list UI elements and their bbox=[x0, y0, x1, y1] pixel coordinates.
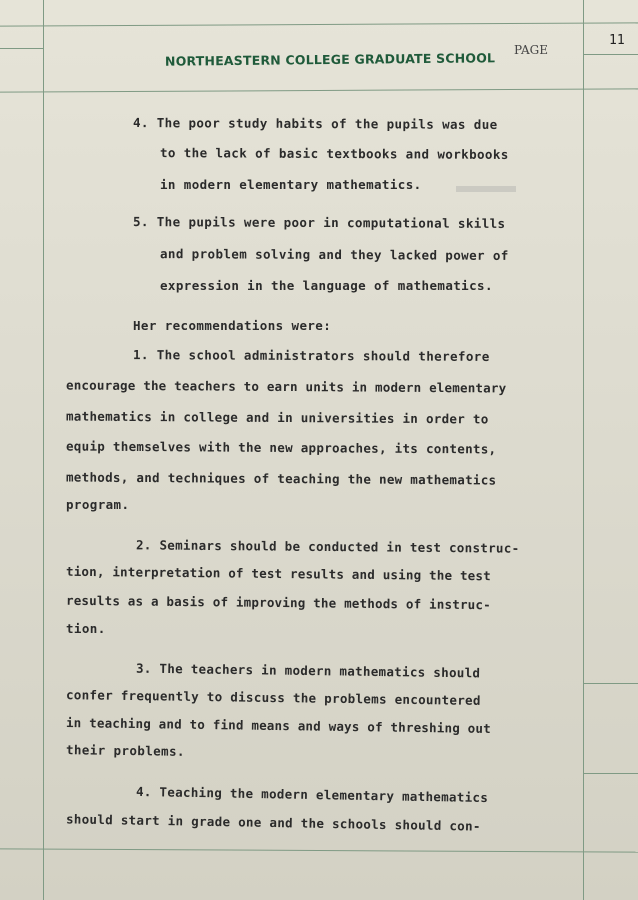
margin-rule-h3 bbox=[583, 773, 638, 774]
ink-smudge bbox=[456, 186, 516, 192]
body-line: mathematics in college and in universities in order to bbox=[65, 408, 489, 427]
institution-header: NORTHEASTERN COLLEGE GRADUATE SCHOOL bbox=[164, 50, 496, 69]
body-line: should start in grade one and the schools should con- bbox=[65, 811, 481, 834]
left-margin-rule-h1 bbox=[0, 48, 44, 49]
body-line: Her recommendations were: bbox=[133, 318, 332, 333]
body-line: to the lack of basic textbooks and workbooks bbox=[159, 145, 509, 162]
body-line: encourage the teachers to earn units in modern elementary bbox=[65, 377, 507, 396]
body-line: results as a basis of improving the methods of instruc- bbox=[65, 592, 491, 613]
header-rule-bottom bbox=[0, 88, 638, 92]
body-line: equip themselves with the new approaches, its contents, bbox=[65, 438, 497, 457]
page-number: 11 bbox=[609, 33, 625, 48]
header-rule-top bbox=[0, 22, 638, 26]
body-line: tion, interpretation of test results and using the test bbox=[65, 563, 491, 584]
body-line: 3. The teachers in modern mathematics should bbox=[135, 660, 481, 681]
body-line: 4. The poor study habits of the pupils was due bbox=[132, 115, 498, 132]
body-line: 5. The pupils were poor in computational skills bbox=[132, 214, 506, 231]
body-line: methods, and techniques of teaching the new mathematics bbox=[65, 469, 497, 488]
body-line: tion. bbox=[66, 621, 106, 636]
margin-rule-h1 bbox=[583, 54, 638, 55]
body-line: program. bbox=[66, 497, 130, 512]
page-label: PAGE bbox=[514, 43, 548, 57]
body-line: in modern elementary mathematics. bbox=[160, 177, 422, 192]
margin-rule-left bbox=[43, 0, 44, 900]
body-line: 2. Seminars should be conducted in test construc- bbox=[135, 537, 520, 556]
margin-rule-right bbox=[583, 0, 584, 900]
body-line: expression in the language of mathematics. bbox=[160, 278, 493, 293]
footer-rule bbox=[0, 848, 638, 852]
body-line: and problem solving and they lacked power of bbox=[159, 246, 509, 263]
body-line: 4. Teaching the modern elementary mathematics bbox=[135, 783, 489, 806]
body-line: 1. The school administrators should therefore bbox=[132, 347, 490, 364]
margin-rule-h2 bbox=[583, 683, 638, 684]
body-line: confer frequently to discuss the problems encountered bbox=[65, 687, 481, 708]
body-line: their problems. bbox=[65, 742, 185, 759]
body-line: in teaching and to find means and ways of threshing out bbox=[65, 715, 492, 736]
